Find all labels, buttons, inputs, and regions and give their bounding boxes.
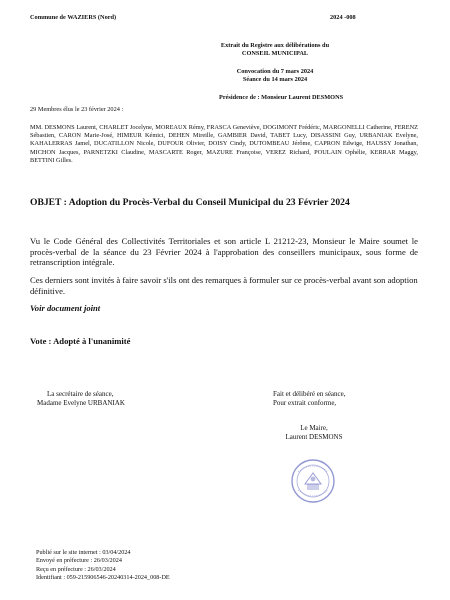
deliberation-reference: 2024 -008	[330, 14, 356, 21]
municipal-seal-stamp	[290, 458, 336, 504]
extract-line-1: Extrait du Registre aux délibérations du	[220, 42, 330, 49]
seance-date: Séance du 14 mars 2024	[242, 76, 308, 84]
extrait-line: Pour extrait conforme,	[273, 398, 337, 407]
extract-heading	[190, 42, 360, 58]
secretary-block	[37, 390, 125, 407]
paragraph-remarques: Ces derniers sont invités à faire savoir s'ils ont des remarques à formuler sur ce procès-verbal avant son adoption définitive.	[30, 275, 418, 296]
secretary-name: Madame Evelyne URBANIAK	[37, 398, 125, 407]
annex-note: Voir document joint	[30, 303, 101, 313]
commune-header: Commune de WAZIERS (Nord)	[30, 14, 117, 21]
publication-date: Publié sur le site internet : 03/04/2024	[36, 549, 131, 556]
act-identifier: Identifiant : 059-215906546-20240314-2024_008-DE	[36, 573, 170, 581]
convocation-date: Convocation du 7 mars 2024	[236, 68, 314, 75]
vote-label: Vote :	[30, 336, 52, 346]
transmission-footer	[36, 549, 170, 582]
mayor-title: Le Maire,	[300, 424, 328, 432]
members-count: 29 Membres élus le 23 février 2024 :	[30, 106, 124, 113]
members-list: MM. DESMONS Laurent, CHARLET Jocelyne, MOREAUX Rémy, FRASCA Geneviève, DOGIMONT Frédéric, MARGONELLI Catherine, FERENZ Sébastien, CARON Marie-José, HIMEUR Kémici, DEHEN Mireille, GAMBIER David, TABET Lucy, DISASSINI Guy, URBANIAK Evelyne, KAHALERRAS Jamel, DUCATILLON Nicole, DUFOUR Olivier, DOISY Cindy, DUTOMBEAU Jérôme, CAPRON Edwige, HAUSSY Jonathan, MICHON Jacques, PARNETZKI Claudine, MASCARTE Roger, MAZURE Françoise, VEREZ Richard, POULAIN Ophélie, KERRAR Maggy, BETTINI Gilles.	[30, 124, 418, 164]
extract-line-2: CONSEIL MUNICIPAL	[241, 50, 309, 58]
fait-line: Fait et délibéré en séance,	[273, 390, 346, 398]
vote-result: Adopté à l'unanimité	[53, 336, 131, 346]
mayor-block	[272, 424, 356, 441]
certification-block	[273, 390, 346, 407]
presidence: Présidence de : Monsieur Laurent DESMONS	[219, 94, 344, 101]
vote-line	[30, 336, 130, 347]
prefecture-received-date: Reçu en préfecture : 26/03/2024	[36, 565, 116, 573]
session-dates	[190, 68, 360, 84]
object-title: OBJET : Adoption du Procès-Verbal du Conseil Municipal du 23 Février 2024	[30, 197, 350, 208]
mayor-name: Laurent DESMONS	[285, 432, 343, 441]
paragraph-vu: Vu le Code Général des Collectivités Territoriales et son article L 21212-23, Monsieur le Maire soumet le procès-verbal de la séance du 23 Février 2024 à l'approbation des conseillers municipaux, sous forme de retranscription intégrale.	[30, 236, 418, 268]
secretary-title: La secrétaire de séance,	[47, 390, 114, 398]
prefecture-sent-date: Envoyé en préfecture : 26/03/2024	[36, 557, 122, 565]
